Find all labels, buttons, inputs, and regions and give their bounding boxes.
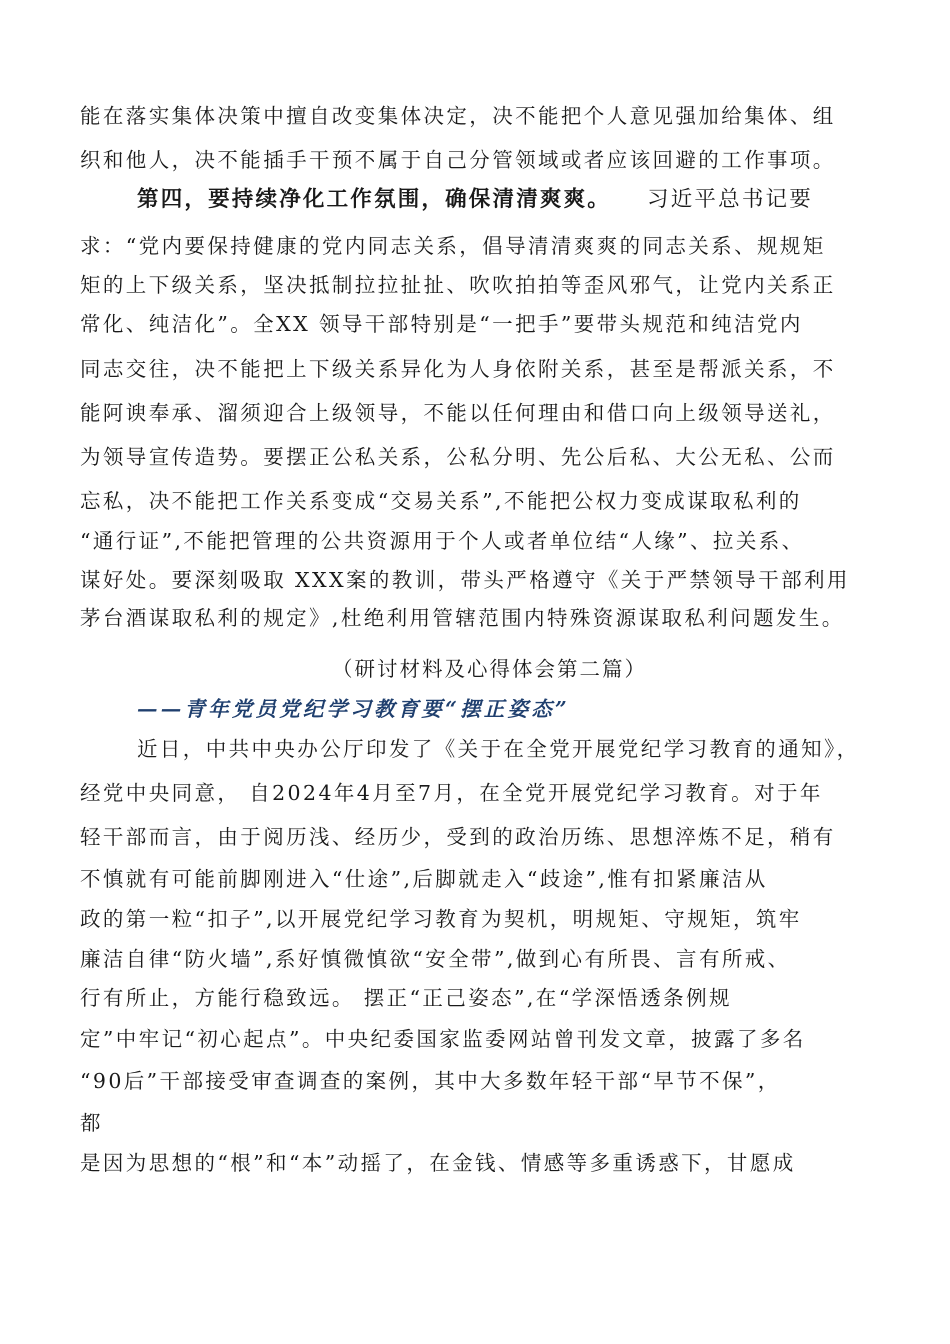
text-line: “通行证”,不能把管理的公共资源用于个人或者单位结“人缘”、拉关系、: [80, 529, 805, 553]
text-line: “90后”干部接受审查调查的案例，其中大多数年轻干部“早节不保”，: [80, 1069, 781, 1093]
text-line: 谋好处。要深刻吸取 XXX案的教训，带头严格遵守《关于严禁领导干部利用: [80, 568, 850, 592]
text-line: 定”中牢记“初心起点”。中央纪委国家监委网站曾刊发文章，披露了多名: [80, 1027, 806, 1051]
section-title: （研讨材料及心得体会第二篇）: [332, 657, 647, 681]
text-line: 行有所止，方能行稳致远。 摆正“正己姿态”,在“学深悟透条例规: [80, 986, 732, 1010]
text-line: 茅台酒谋取私利的规定》,杜绝利用管辖范围内特殊资源谋取私利问题发生。: [80, 606, 845, 630]
section-heading: 第四，要持续净化工作氛围，确保清清爽爽。: [137, 187, 612, 212]
text-line: 经党中央同意， 自2024年4月至7月，在全党开展党纪学习教育。对于年: [80, 781, 823, 805]
subtitle: ——青年党员党纪学习教育要“摆正姿态”: [137, 697, 570, 721]
text-line: 政的第一粒“扣子”,以开展党纪学习教育为契机，明规矩、守规矩，筑牢: [80, 907, 802, 931]
text-line: 能阿谀奉承、溜须迎合上级领导，不能以任何理由和借口向上级领导送礼，: [80, 401, 836, 425]
text-line: 是因为思想的“根”和“本”动摇了，在金钱、情感等多重诱惑下，甘愿成: [80, 1151, 796, 1175]
text-line: 近日，中共中央办公厅印发了《关于在全党开展党纪学习教育的通知》，: [137, 737, 860, 761]
section-heading-line: [137, 187, 813, 213]
text-line: 同志交往，决不能把上下级关系异化为人身依附关系，甚至是帮派关系，不: [80, 357, 836, 381]
text-line: 忘私，决不能把工作关系变成“交易关系”,不能把公权力变成谋取私利的: [80, 489, 802, 513]
text-line: 常化、纯洁化”。全XX 领导干部特别是“一把手”要带头规范和纯洁党内: [80, 312, 803, 336]
text-line: 织和他人，决不能插手干预不属于自己分管领域或者应该回避的工作事项。: [80, 148, 836, 172]
text-line: 求：“党内要保持健康的党内同志关系，倡导清清爽爽的同志关系、规规矩: [80, 234, 826, 258]
text-line: 都: [80, 1111, 103, 1135]
text-fragment: 习近平总书记要: [647, 187, 813, 212]
text-line: 轻干部而言，由于阅历浅、经历少，受到的政治历练、思想淬炼不足，稍有: [80, 825, 836, 849]
text-line: 能在落实集体决策中擅自改变集体决定，决不能把个人意见强加给集体、组: [80, 104, 836, 128]
text-line: 矩的上下级关系，坚决抵制拉拉扯扯、吹吹拍拍等歪风邪气，让党内关系正: [80, 273, 836, 297]
text-line: 为领导宣传造势。要摆正公私关系，公私分明、先公后私、大公无私、公而: [80, 445, 836, 469]
text-line: 不慎就有可能前脚刚进入“仕途”,后脚就走入“歧途”,惟有扣紧廉洁从: [80, 867, 768, 891]
text-line: 廉洁自律“防火墙”,系好慎微慎欲“安全带”,做到心有所畏、言有所戒、: [80, 947, 791, 971]
